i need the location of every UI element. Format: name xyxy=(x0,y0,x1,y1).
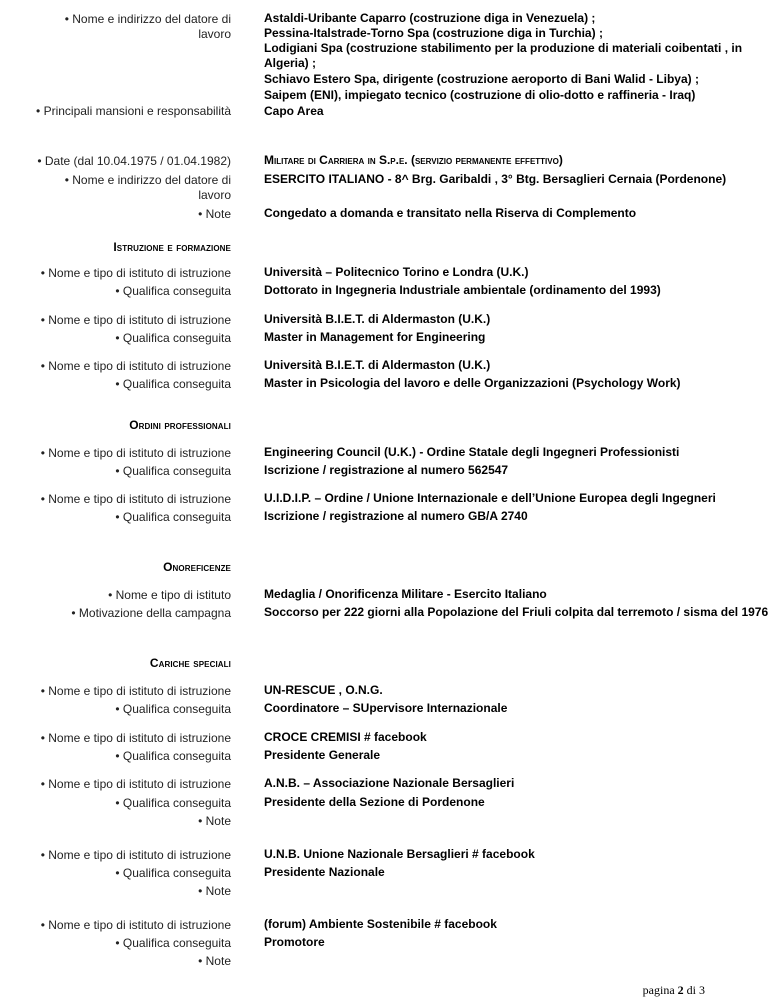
qualification-label: • Qualifica conseguita xyxy=(115,936,231,950)
qualification-value: Promotore xyxy=(264,935,325,949)
page-number: 2 xyxy=(677,983,684,997)
note-label: • Note xyxy=(198,814,231,828)
institute-value: UN-RESCUE , O.N.G. xyxy=(264,683,383,697)
institute-label: • Nome e tipo di istituto di istruzione xyxy=(40,848,231,862)
duties-label: • Principali mansioni e responsabilità xyxy=(36,104,231,118)
date-label: • Date (dal 10.04.1975 / 01.04.1982) xyxy=(37,154,231,168)
employer-line: Algeria) ; xyxy=(264,56,317,70)
institute-value: (forum) Ambiente Sostenibile # facebook xyxy=(264,917,497,931)
qualification-value: Dottorato in Ingegneria Industriale ambientale (ordinamento del 1993) xyxy=(264,283,661,297)
honor-reason-label: • Motivazione della campagna xyxy=(71,606,231,620)
duties-value: Capo Area xyxy=(264,104,324,118)
qualification-value: Presidente Generale xyxy=(264,748,381,762)
qualification-label: • Qualifica conseguita xyxy=(115,377,231,391)
employer-line: Lodigiani Spa (costruzione stabilimento per la produzione di materiali coibentati , in xyxy=(264,41,743,55)
honor-reason-value: Soccorso per 222 giorni alla Popolazione del Friuli colpita dal terremoto / sisma del 1976 xyxy=(264,605,769,619)
institute-value: Università B.I.E.T. di Aldermaston (U.K.) xyxy=(264,358,491,372)
institute-label: • Nome e tipo di istituto di istruzione xyxy=(40,446,231,460)
section-title-istruzione: Istruzione e formazione xyxy=(113,240,231,254)
note-label: • Note xyxy=(198,884,231,898)
note-label: • Note xyxy=(198,954,231,968)
employer-line: Schiavo Estero Spa, dirigente (costruzione aeroporto di Bani Walid - Libya) ; xyxy=(264,72,699,86)
qualification-label: • Qualifica conseguita xyxy=(115,866,231,880)
employer-label: • Nome e indirizzo del datore di lavoro xyxy=(64,173,231,202)
qualification-value: Coordinatore – SUpervisore Internazionale xyxy=(264,701,508,715)
institute-value: Università B.I.E.T. di Aldermaston (U.K.) xyxy=(264,312,491,326)
qualification-label: • Qualifica conseguita xyxy=(115,510,231,524)
institute-label: • Nome e tipo di istituto di istruzione xyxy=(40,492,231,506)
section-title-ordini: Ordini professionali xyxy=(129,418,231,432)
institute-value: CROCE CREMISI # facebook xyxy=(264,730,427,744)
page-footer xyxy=(643,983,705,998)
qualification-value: Iscrizione / registrazione al numero GB/A 2740 xyxy=(264,509,528,523)
institute-value: U.I.D.I.P. – Ordine / Unione Internazionale e dell’Unione Europea degli Ingegneri xyxy=(264,491,716,505)
section-title-cariche: Cariche speciali xyxy=(149,656,231,670)
section-title-onorificenze: Onoreficenze xyxy=(163,560,231,574)
honor-institute-label: • Nome e tipo di istituto xyxy=(108,588,231,602)
institute-value: A.N.B. – Associazione Nazionale Bersaglieri xyxy=(264,776,515,790)
employer-label: • Nome e indirizzo del datore di lavoro xyxy=(64,12,231,41)
institute-label: • Nome e tipo di istituto di istruzione xyxy=(40,731,231,745)
qualification-label: • Qualifica conseguita xyxy=(115,464,231,478)
honor-institute-value: Medaglia / Onorificenza Militare - Esercito Italiano xyxy=(264,587,547,601)
note-value: Congedato a domanda e transitato nella Riserva di Complemento xyxy=(264,206,637,220)
qualification-label: • Qualifica conseguita xyxy=(115,702,231,716)
page-total: 3 xyxy=(699,983,705,997)
qualification-label: • Qualifica conseguita xyxy=(115,284,231,298)
employer-value: ESERCITO ITALIANO - 8^ Brg. Garibaldi , 3° Btg. Bersaglieri Cernaia (Pordenone) xyxy=(264,172,727,186)
employer-line: Astaldi-Uribante Caparro (costruzione diga in Venezuela) ; xyxy=(264,11,596,25)
qualification-value: Iscrizione / registrazione al numero 562547 xyxy=(264,463,509,477)
institute-value: Università – Politecnico Torino e Londra (U.K.) xyxy=(264,265,529,279)
employer-line: Saipem (ENI), impiegato tecnico (costruzione di olio-dotto e raffineria - Iraq) xyxy=(264,88,696,102)
page-prefix: pagina xyxy=(642,983,675,997)
employer-line: Pessina-Italstrade-Torno Spa (costruzione diga in Turchia) ; xyxy=(264,26,603,40)
institute-label: • Nome e tipo di istituto di istruzione xyxy=(40,684,231,698)
date-value: Militare di Carriera in S.p.e. (servizio permanente effettivo) xyxy=(264,153,563,167)
note-label: • Note xyxy=(198,207,231,221)
qualification-value: Master in Psicologia del lavoro e delle Organizzazioni (Psychology Work) xyxy=(264,376,681,390)
qualification-label: • Qualifica conseguita xyxy=(115,796,231,810)
qualification-value: Master in Management for Engineering xyxy=(264,330,486,344)
institute-label: • Nome e tipo di istituto di istruzione xyxy=(40,359,231,373)
institute-label: • Nome e tipo di istituto di istruzione xyxy=(40,313,231,327)
institute-label: • Nome e tipo di istituto di istruzione xyxy=(40,918,231,932)
institute-value: U.N.B. Unione Nazionale Bersaglieri # facebook xyxy=(264,847,535,861)
qualification-label: • Qualifica conseguita xyxy=(115,331,231,345)
qualification-value: Presidente Nazionale xyxy=(264,865,385,879)
qualification-value: Presidente della Sezione di Pordenone xyxy=(264,795,485,809)
institute-label: • Nome e tipo di istituto di istruzione xyxy=(40,266,231,280)
institute-label: • Nome e tipo di istituto di istruzione xyxy=(40,777,231,791)
page-separator: di xyxy=(686,983,696,997)
qualification-label: • Qualifica conseguita xyxy=(115,749,231,763)
institute-value: Engineering Council (U.K.) - Ordine Statale degli Ingegneri Professionisti xyxy=(264,445,680,459)
